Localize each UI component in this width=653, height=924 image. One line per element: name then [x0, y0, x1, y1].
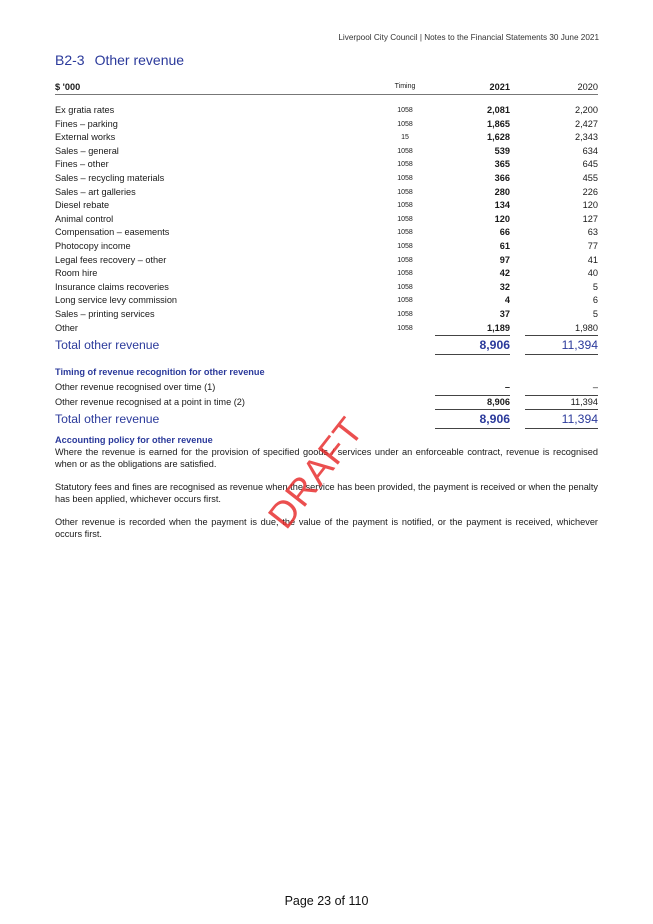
row-2020: 77: [587, 240, 598, 251]
table-row: [55, 226, 598, 240]
other-revenue-table: [55, 80, 598, 355]
row-timing: 1058: [397, 310, 413, 318]
row-2021: 1,865: [487, 118, 510, 129]
column-header-label: $ '000: [55, 80, 375, 95]
section-number: B2-3: [55, 52, 85, 68]
row-label: Other revenue recognised over time (1): [55, 382, 216, 393]
row-2021: 2,081: [487, 105, 510, 115]
row-2021: 280: [494, 186, 510, 197]
row-2020: 40: [587, 268, 598, 279]
total-2021: 8,906: [435, 336, 510, 355]
total-label: Total other revenue: [55, 338, 160, 353]
row-timing: 1058: [397, 120, 413, 128]
row-2020: 5: [592, 308, 598, 319]
table-row: [55, 240, 598, 254]
policy-paragraph-3: Other revenue is recorded when the payment is due, the value of the payment is notified, or the payment is received, whichever occurs first.: [55, 517, 598, 539]
row-label: Sales – general: [55, 145, 119, 156]
row-2021: 37: [499, 308, 510, 319]
row-timing: 1058: [397, 215, 413, 223]
row-2020: 455: [582, 172, 598, 183]
row-timing: 1058: [397, 324, 413, 332]
row-2020: 120: [582, 200, 598, 211]
table-row: [55, 395, 598, 410]
row-label: Compensation – easements: [55, 227, 170, 238]
table-row: [55, 254, 598, 268]
row-label: Fines – other: [55, 159, 109, 170]
table-row: [55, 172, 598, 186]
table-row: [55, 158, 598, 172]
row-label: Diesel rebate: [55, 200, 110, 211]
row-2020: 63: [587, 227, 598, 238]
row-2020: 2,200: [575, 105, 598, 115]
table-row: [55, 294, 598, 308]
policy-paragraph-2: Statutory fees and fines are recognised as revenue when the service has been provided, the payment is received or when the penalty has been applied, whichever occurs first.: [55, 482, 598, 504]
row-timing: 15: [401, 134, 409, 142]
total-2020: 11,394: [525, 336, 598, 355]
row-timing: 1058: [397, 297, 413, 305]
row-timing: 1058: [397, 242, 413, 250]
row-label: Photocopy income: [55, 240, 131, 251]
row-timing: 1058: [397, 202, 413, 210]
page-number: Page 23 of 110: [284, 894, 369, 908]
row-2021: 120: [494, 213, 510, 224]
row-2021: 1,628: [487, 132, 510, 143]
policy-paragraph-1: Where the revenue is earned for the provision of specified goods / services under an enforceable contract, revenue is recognised when or as the obligations are satisfied.: [55, 447, 598, 469]
row-label: Other revenue recognised at a point in time (2): [55, 396, 245, 407]
row-2021: 66: [499, 227, 510, 238]
column-header-2020: 2020: [525, 80, 598, 95]
row-label: Insurance claims recoveries: [55, 281, 169, 292]
row-timing: 1058: [397, 229, 413, 237]
row-timing: 1058: [397, 256, 413, 264]
total-row: [55, 336, 598, 355]
row-label: Room hire: [55, 268, 98, 279]
row-label: Other: [55, 322, 78, 333]
row-label: Long service levy commission: [55, 295, 178, 306]
row-label: Sales – recycling materials: [55, 172, 165, 183]
row-2020: 6: [592, 295, 598, 306]
row-2021: –: [504, 382, 510, 392]
row-timing: 1058: [397, 107, 413, 114]
table-row: [55, 322, 598, 336]
row-2020: 2,343: [575, 132, 598, 143]
row-label: Legal fees recovery – other: [55, 254, 167, 265]
row-timing: 1058: [397, 270, 413, 278]
table-header-row: [55, 80, 598, 95]
row-timing: 1058: [397, 147, 413, 155]
timing-heading: Timing of revenue recognition for other revenue: [55, 367, 265, 377]
row-2020: 5: [592, 281, 598, 292]
table-row: [55, 381, 598, 395]
table-row: [55, 213, 598, 227]
table-row: [55, 281, 598, 295]
table-row: [55, 145, 598, 159]
row-timing: 1058: [397, 283, 413, 291]
row-2020: 127: [582, 213, 598, 224]
row-2021: 32: [499, 281, 510, 292]
total-2020: 11,394: [525, 410, 598, 429]
policy-heading: Accounting policy for other revenue: [55, 435, 213, 445]
table-row: [55, 267, 598, 281]
row-2021: 539: [494, 145, 510, 156]
row-2021: 4: [504, 295, 510, 306]
running-header: Liverpool City Council | Notes to the Financial Statements 30 June 2021: [338, 33, 599, 42]
row-2021: 42: [499, 268, 510, 279]
row-2020: 226: [582, 186, 598, 197]
row-2021: 97: [499, 254, 510, 265]
column-header-2021: 2021: [435, 80, 510, 95]
row-label: Animal control: [55, 213, 114, 224]
table-row: [55, 199, 598, 213]
table-row: [55, 186, 598, 200]
section-heading: Other revenue: [94, 52, 185, 68]
row-label: Sales – art galleries: [55, 186, 136, 197]
table-row: [55, 131, 598, 145]
draft-watermark: DRAFT: [260, 409, 372, 536]
timing-table: [55, 381, 598, 429]
table-row: [55, 104, 598, 118]
row-2020: 2,427: [575, 118, 598, 129]
table-row: [55, 308, 598, 322]
row-2020: 1,980: [575, 322, 598, 333]
row-2020: 41: [587, 254, 598, 265]
row-2020: 645: [582, 159, 598, 170]
total-label: Total other revenue: [55, 412, 160, 427]
row-timing: 1058: [397, 161, 413, 169]
row-2021: 365: [494, 159, 510, 170]
total-2021: 8,906: [435, 410, 510, 429]
column-header-timing: Timing: [375, 80, 435, 95]
section-title: [55, 52, 184, 68]
row-2020: 11,394: [525, 395, 598, 410]
row-2021: 1,189: [487, 322, 510, 333]
row-2020: 634: [582, 145, 598, 156]
row-2021: 8,906: [435, 395, 510, 410]
row-2021: 61: [499, 240, 510, 251]
row-label: Ex gratia rates: [55, 105, 115, 115]
row-2020: –: [592, 382, 598, 392]
row-label: Sales – printing services: [55, 308, 155, 319]
row-2021: 134: [494, 200, 510, 211]
row-2021: 366: [494, 172, 510, 183]
row-label: External works: [55, 132, 116, 143]
row-label: Fines – parking: [55, 118, 118, 129]
row-timing: 1058: [397, 188, 413, 196]
row-timing: 1058: [397, 174, 413, 182]
table-row: [55, 118, 598, 132]
